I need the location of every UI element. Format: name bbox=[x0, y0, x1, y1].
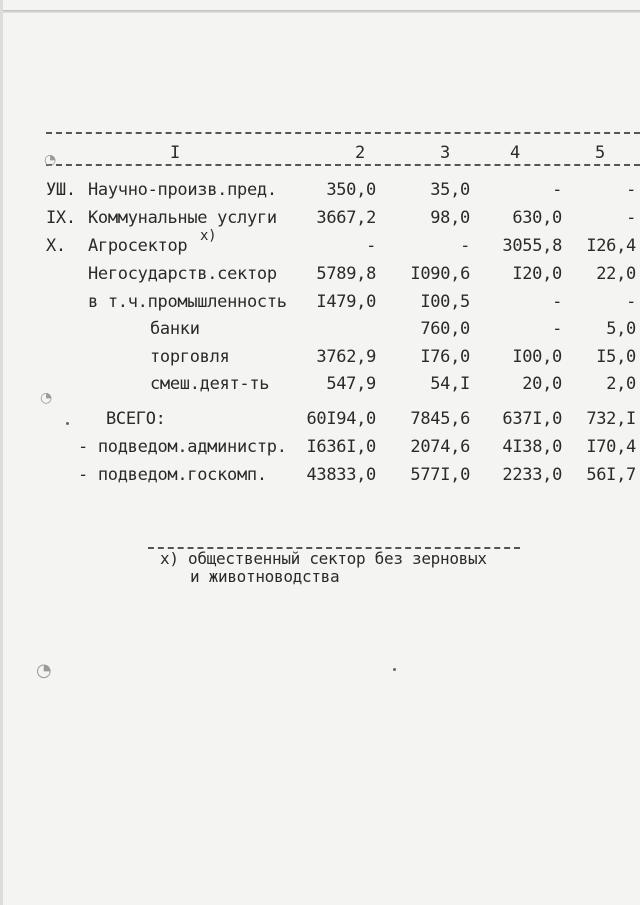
cell-col-5: 2,0 bbox=[606, 374, 636, 394]
scan-smudge-mark: ◔ bbox=[36, 660, 52, 681]
cell-col-4: - bbox=[552, 180, 562, 200]
scan-smudge-mark: ◔ bbox=[44, 152, 57, 168]
cell-col-2: 5789,8 bbox=[316, 264, 376, 284]
scan-smudge-mark: ◔ bbox=[40, 390, 53, 406]
row-label: Научно-произв.пред. bbox=[88, 180, 277, 200]
cell-col-5: I5,0 bbox=[596, 347, 636, 367]
page-left-edge bbox=[0, 0, 3, 905]
page-top-edge bbox=[0, 10, 640, 13]
row-label: в т.ч.промышленность bbox=[88, 292, 287, 312]
cell-col-3: 54,I bbox=[430, 374, 470, 394]
total-label: ВСЕГО: bbox=[106, 409, 166, 429]
cell-col-4: 630,0 bbox=[512, 208, 562, 228]
cell-col-4: I20,0 bbox=[512, 264, 562, 284]
cell-col-4: I00,0 bbox=[512, 347, 562, 367]
cell-col-5: - bbox=[626, 208, 636, 228]
scan-dust-dot bbox=[393, 668, 396, 671]
cell-col-2: 547,9 bbox=[326, 374, 376, 394]
row-label: смеш.деят-ть bbox=[150, 374, 270, 394]
cell-col-5: - bbox=[626, 180, 636, 200]
cell-col-5: I70,4 bbox=[586, 437, 636, 457]
row-label: Агросектор bbox=[88, 236, 188, 256]
row-label: банки bbox=[150, 319, 200, 339]
cell-col-5: I26,4 bbox=[586, 236, 636, 256]
row-label: - подведом.администр. bbox=[78, 437, 287, 457]
header-col-5: 5 bbox=[595, 143, 605, 163]
row-label: - подведом.госкомп. bbox=[78, 465, 267, 485]
cell-col-2: 3667,2 bbox=[316, 208, 376, 228]
cell-col-4: 2233,0 bbox=[502, 465, 562, 485]
cell-col-4: 637I,0 bbox=[502, 409, 562, 429]
row-label: Коммунальные услуги bbox=[88, 208, 277, 228]
cell-col-3: 35,0 bbox=[430, 180, 470, 200]
header-col-2: 2 bbox=[355, 143, 365, 163]
footnote-line-1: x) общественный сектор без зерновых bbox=[160, 549, 487, 568]
cell-col-5: 56I,7 bbox=[586, 465, 636, 485]
cell-col-2: 60I94,0 bbox=[306, 409, 376, 429]
cell-col-4: 4I38,0 bbox=[502, 437, 562, 457]
header-col-1: I bbox=[170, 143, 180, 163]
cell-col-3: I76,0 bbox=[420, 347, 470, 367]
cell-col-4: 20,0 bbox=[522, 374, 562, 394]
row-number: IX. bbox=[46, 208, 76, 228]
cell-col-3: 98,0 bbox=[430, 208, 470, 228]
cell-col-2: 3762,9 bbox=[316, 347, 376, 367]
cell-col-5: - bbox=[626, 292, 636, 312]
cell-col-3: 7845,6 bbox=[410, 409, 470, 429]
cell-col-2: - bbox=[366, 236, 376, 256]
cell-col-4: - bbox=[552, 319, 562, 339]
cell-col-2: I479,0 bbox=[316, 292, 376, 312]
cell-col-3: - bbox=[460, 236, 470, 256]
cell-col-3: 577I,0 bbox=[410, 465, 470, 485]
footnote-line-2: и животноводства bbox=[190, 567, 340, 586]
row-number: X. bbox=[46, 236, 66, 256]
header-col-4: 4 bbox=[510, 143, 520, 163]
cell-col-4: - bbox=[552, 292, 562, 312]
table-top-rule bbox=[46, 132, 640, 134]
footnote-mark: x) bbox=[200, 228, 217, 244]
scan-dust-dot bbox=[66, 422, 69, 425]
table-header-rule bbox=[46, 164, 640, 166]
cell-col-5: 5,0 bbox=[606, 319, 636, 339]
cell-col-4: 3055,8 bbox=[502, 236, 562, 256]
row-label: торговля bbox=[150, 347, 230, 367]
row-label: Негосударств.сектор bbox=[88, 264, 277, 284]
cell-col-2: 43833,0 bbox=[306, 465, 376, 485]
cell-col-3: 2074,6 bbox=[410, 437, 470, 457]
cell-col-3: I090,6 bbox=[410, 264, 470, 284]
cell-col-2: I636I,0 bbox=[306, 437, 376, 457]
cell-col-5: 22,0 bbox=[596, 264, 636, 284]
cell-col-3: 760,0 bbox=[420, 319, 470, 339]
header-col-3: 3 bbox=[440, 143, 450, 163]
row-number: УШ. bbox=[46, 180, 76, 200]
cell-col-5: 732,I bbox=[586, 409, 636, 429]
cell-col-2: 350,0 bbox=[326, 180, 376, 200]
cell-col-3: I00,5 bbox=[420, 292, 470, 312]
